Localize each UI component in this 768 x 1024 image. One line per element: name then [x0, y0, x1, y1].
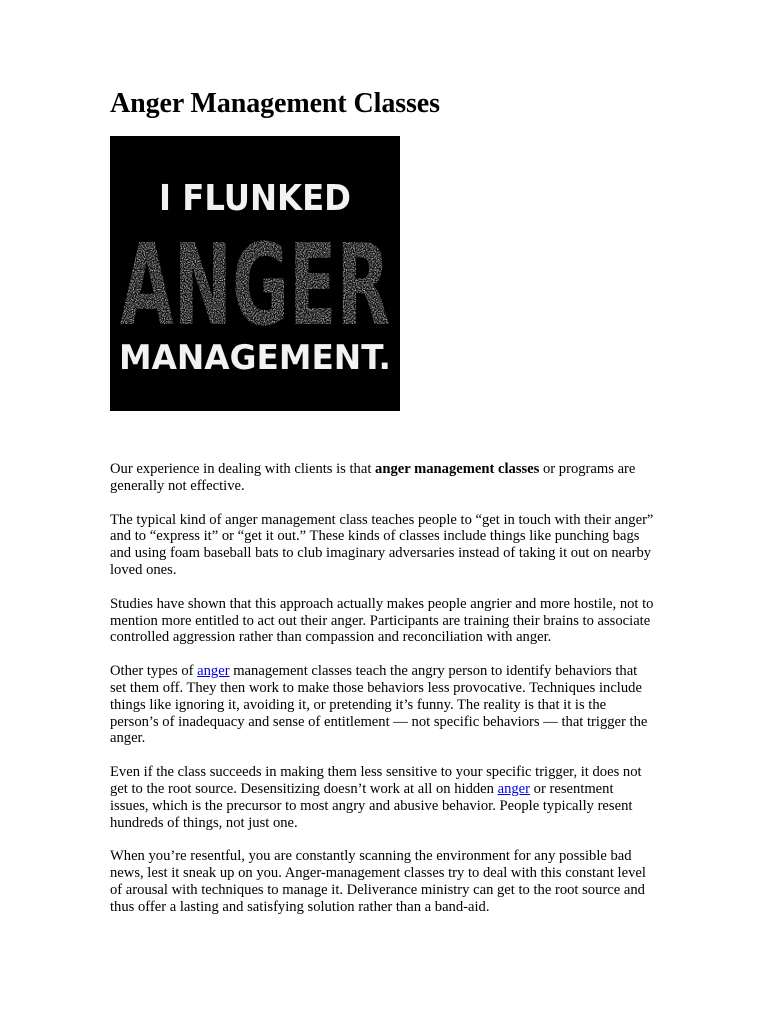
paragraph-4: Other types of anger management classes teach the angry person to identify behaviors that set them off. They then work to make those behaviors less provocative. Techniques include things like ignoring it, avoiding it, or pretending it’s funny. The reality is that it is the person’s of inadequacy and sense of entitlement — not specific behaviors — that trigger the anger. — [110, 663, 648, 747]
document-page — [110, 86, 655, 933]
poster-image — [110, 136, 400, 411]
anger-link[interactable]: anger — [197, 663, 230, 680]
poster-line-3: MANAGEMENT. — [119, 338, 391, 378]
poster-line-1: I FLUNKED — [159, 178, 351, 219]
article-body — [110, 461, 655, 916]
paragraph-6: When you’re resentful, you are constantly scanning the environment for any possible bad news, lest it sneak up on you. Anger-management classes try to deal with this constant level of arousal with techniques to manage it. Deliverance ministry can get to the root source and thus offer a lasting and satisfying solution rather than a band-aid. — [110, 848, 646, 915]
poster-graphic — [110, 136, 400, 411]
paragraph-2: The typical kind of anger management class teaches people to “get in touch with their anger” and to “express it” or “get it out.” These kinds of classes include things like punching bags and using foam baseball bats to club imaginary adversaries instead of taking it out on nearby loved ones. — [110, 511, 654, 578]
page-title: Anger Management Classes — [110, 88, 440, 119]
paragraph-1: Our experience in dealing with clients is that anger management classes or programs are generally not effective. — [110, 461, 636, 494]
poster-line-2: ANGER — [120, 221, 390, 351]
bold-phrase: anger management classes — [375, 461, 540, 477]
anger-link[interactable]: anger — [497, 780, 531, 797]
paragraph-5: Even if the class succeeds in making them less sensitive to your specific trigger, it does not get to the root source. Desensitizing doesn’t work at all on hidden anger or resentment issues, which is the precursor to most angry and abusive behavior. People typically resent hundreds of things, not just one. — [110, 764, 642, 831]
paragraph-3: Studies have shown that this approach actually makes people angrier and more hostile, not to mention more entitled to act out their anger. Participants are training their brains to associate controlled aggression rather than compassion and reconciliation with anger. — [110, 595, 654, 646]
